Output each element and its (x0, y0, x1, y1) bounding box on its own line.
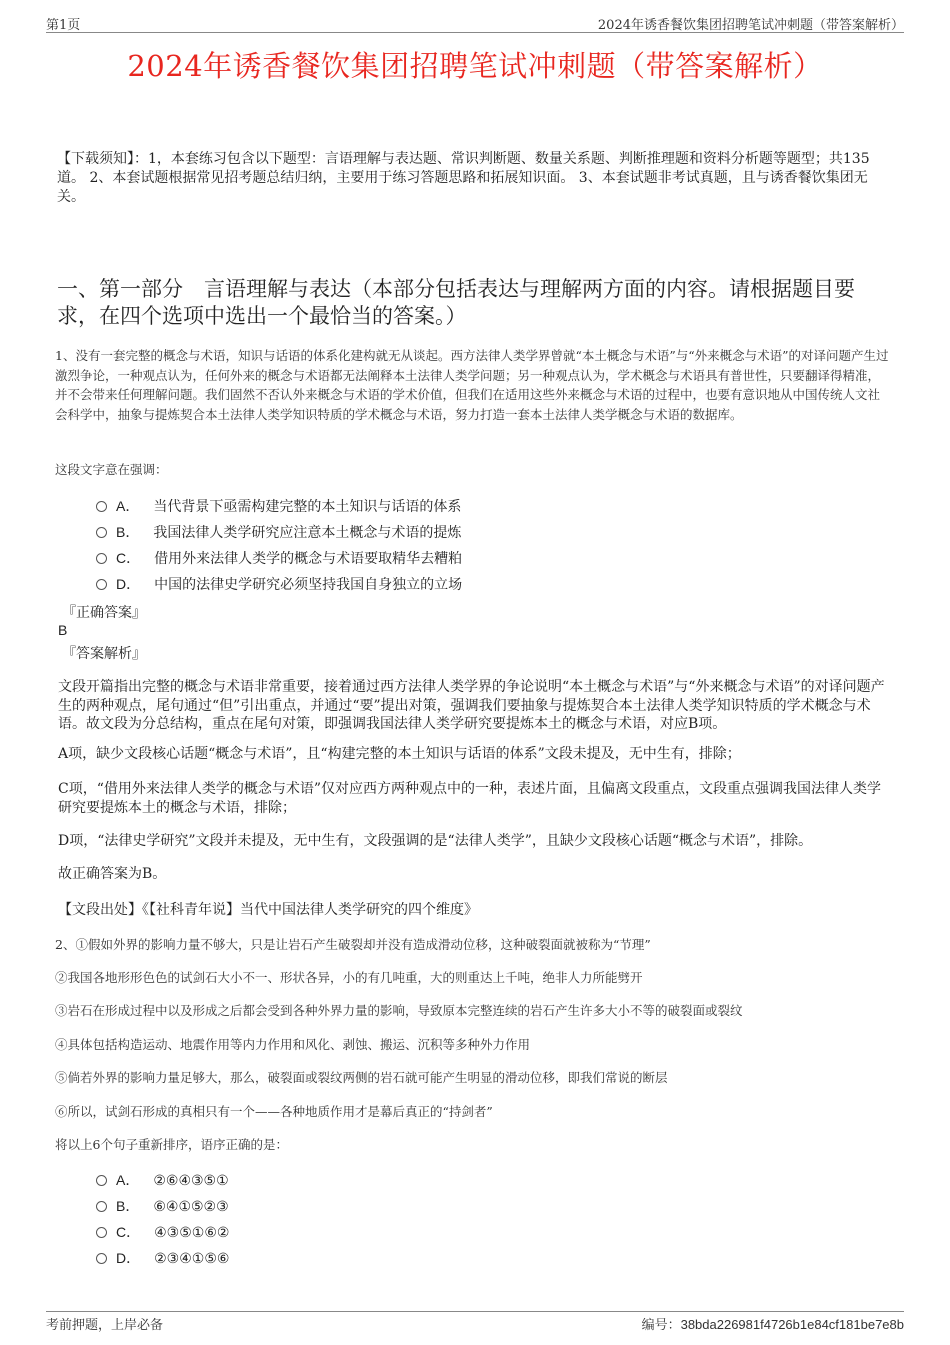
option-text: 借用外来法律人类学的概念与术语要取精华去糟粕 (154, 551, 463, 567)
section-heading: 一、第一部分 言语理解与表达（本部分包括表达与理解两方面的内容。请根据题目要求，在四个选项中选出一个最恰当的答案。） (57, 277, 855, 328)
option-letter: D． (116, 576, 141, 592)
option-letter: C． (116, 550, 141, 566)
analysis-paragraph: 文段开篇指出完整的概念与术语非常重要，接着通过西方法律人类学界的争论说明“本土概念与术语”与“外来概念与术语”的对译问题产生的两种观点，尾句通过“但”引出重点，并通过“要”提出对策，强调我们要抽象与提炼契合本土法律人类学知识特质的学术概念与术语。故文段为分总结构，重点在尾句对策，即强调我国法律人类学研究要提炼本土的概念与术语，对应B项。 (58, 679, 885, 732)
analysis-paragraph: A项，缺少文段核心话题“概念与术语”，且“构建完整的本土知识与话语的体系”文段未提及，无中生有，排除； (58, 746, 741, 762)
radio-icon[interactable] (96, 1227, 107, 1238)
header-divider (46, 32, 904, 33)
radio-icon[interactable] (96, 1253, 107, 1264)
download-notice: 【下载须知】：1，本套练习包含以下题型：言语理解与表达题、常识判断题、数量关系题、判断推理题和资料分析题等题型；共135道。 2、本套试题根据常见招考题总结归纳，主要用于练习答题思路和拓展知识面。 3、本套试题非考试真题，且与诱香餐饮集团无关。 (57, 151, 870, 205)
option-text: 我国法律人类学研究应注意本土概念与术语的提炼 (153, 525, 462, 541)
option-letter: D． (116, 1250, 141, 1266)
option-text: ②③④①⑤⑥ (154, 1251, 230, 1267)
analysis-paragraph: C项，“借用外来法律人类学的概念与术语”仅对应西方两种观点中的一种，表述片面，且偏离文段重点，文段重点强调我国法律人类学研究要提炼本土的概念与术语，排除； (58, 781, 882, 816)
option-letter: B． (116, 524, 140, 540)
document-id-value: 38bda226981f4726b1e84cf181be7e8b (680, 1317, 904, 1332)
question-2-sentence: ②我国各地形形色色的试剑石大小不一、形状各异，小的有几吨重，大的则重达上千吨，绝非人力所能劈开 (55, 970, 643, 985)
radio-icon[interactable] (96, 501, 107, 512)
question-2-sentence: ④具体包括构造运动、地震作用等内力作用和风化、剥蚀、搬运、沉积等多种外力作用 (55, 1037, 531, 1052)
question-2-sentence: ⑤倘若外界的影响力量足够大，那么，破裂面或裂纹两侧的岩石就可能产生明显的滑动位移，即我们常说的断层 (55, 1070, 668, 1085)
q2-option-c[interactable] (96, 1222, 229, 1242)
option-letter: A． (116, 1172, 140, 1188)
option-letter: A． (116, 498, 140, 514)
q1-option-c[interactable] (96, 548, 462, 568)
radio-icon[interactable] (96, 553, 107, 564)
q2-option-d[interactable] (96, 1248, 229, 1268)
option-text: 中国的法律史学研究必须坚持我国自身独立的立场 (154, 577, 463, 593)
footer-slogan: 考前押题，上岸必备 (46, 1318, 164, 1333)
question-1-text: 1、没有一套完整的概念与术语，知识与话语的体系化建构就无从谈起。西方法律人类学界曾就“本土概念与术语”与“外来概念与术语”的对译问题产生过激烈争论，一种观点认为，任何外来的概念与术语都无法阐释本土法律人类学问题；另一种观点认为，学术概念与术语具有普世性，只要翻译得精准，并不会带来任何理解问题。我们固然不否认外来概念与术语的学术价值，但我们在适用这些外来概念与术语的过程中，也要有意识地从中国传统人文社会科学中，抽象与提炼契合本土法律人类学知识特质的学术概念与术语，努力打造一套本土法律人类学概念与术语的数据库。 (55, 348, 889, 422)
option-letter: C． (116, 1224, 141, 1240)
option-letter: B． (116, 1198, 140, 1214)
page-title: 2024年诱香餐饮集团招聘笔试冲刺题（带答案解析） (127, 49, 823, 83)
q2-option-a[interactable] (96, 1170, 229, 1190)
radio-icon[interactable] (96, 1175, 107, 1186)
document-id (642, 1314, 904, 1333)
q1-option-a[interactable] (96, 496, 461, 516)
analysis-label: 『答案解析』 (62, 646, 146, 662)
option-text: ④③⑤①⑥② (154, 1225, 230, 1241)
page-number: 第1页 (46, 18, 81, 33)
correct-answer: B (58, 622, 68, 638)
analysis-paragraph: D项，“法律史学研究”文段并未提及，无中生有，文段强调的是“法律人类学”，且缺少文段核心话题“概念与术语”，排除。 (58, 833, 813, 849)
radio-icon[interactable] (96, 527, 107, 538)
question-2-sentence: ③岩石在形成过程中以及形成之后都会受到各种外界力量的影响，导致原本完整连续的岩石产生许多大小不等的破裂面或裂纹 (55, 1003, 743, 1018)
radio-icon[interactable] (96, 579, 107, 590)
answer-label: 『正确答案』 (62, 605, 146, 621)
question-2-sentence: 2、①假如外界的影响力量不够大，只是让岩石产生破裂却并没有造成滑动位移，这种破裂面就被称为“节理” (55, 937, 651, 952)
question-1-prompt: 这段文字意在强调： (55, 462, 168, 477)
option-text: ②⑥④③⑤① (153, 1173, 229, 1189)
passage-source: 【文段出处】《【社科青年说】当代中国法律人类学研究的四个维度》 (58, 902, 478, 918)
q2-option-b[interactable] (96, 1196, 229, 1216)
footer-divider (46, 1311, 904, 1312)
option-text: ⑥④①⑤②③ (153, 1199, 229, 1215)
header-doc-title: 2024年诱香餐饮集团招聘笔试冲刺题（带答案解析） (597, 18, 904, 33)
document-id-label: 编号： (641, 1318, 681, 1333)
radio-icon[interactable] (96, 1201, 107, 1212)
analysis-paragraph: 故正确答案为B。 (58, 866, 167, 882)
option-text: 当代背景下亟需构建完整的本土知识与话语的体系 (153, 499, 462, 515)
question-2-prompt: 将以上6个句子重新排序，语序正确的是： (55, 1137, 288, 1152)
q1-option-d[interactable] (96, 574, 462, 594)
q1-option-b[interactable] (96, 522, 461, 542)
question-2-sentence: ⑥所以，试剑石形成的真相只有一个——各种地质作用才是幕后真正的“持剑者” (55, 1104, 493, 1119)
